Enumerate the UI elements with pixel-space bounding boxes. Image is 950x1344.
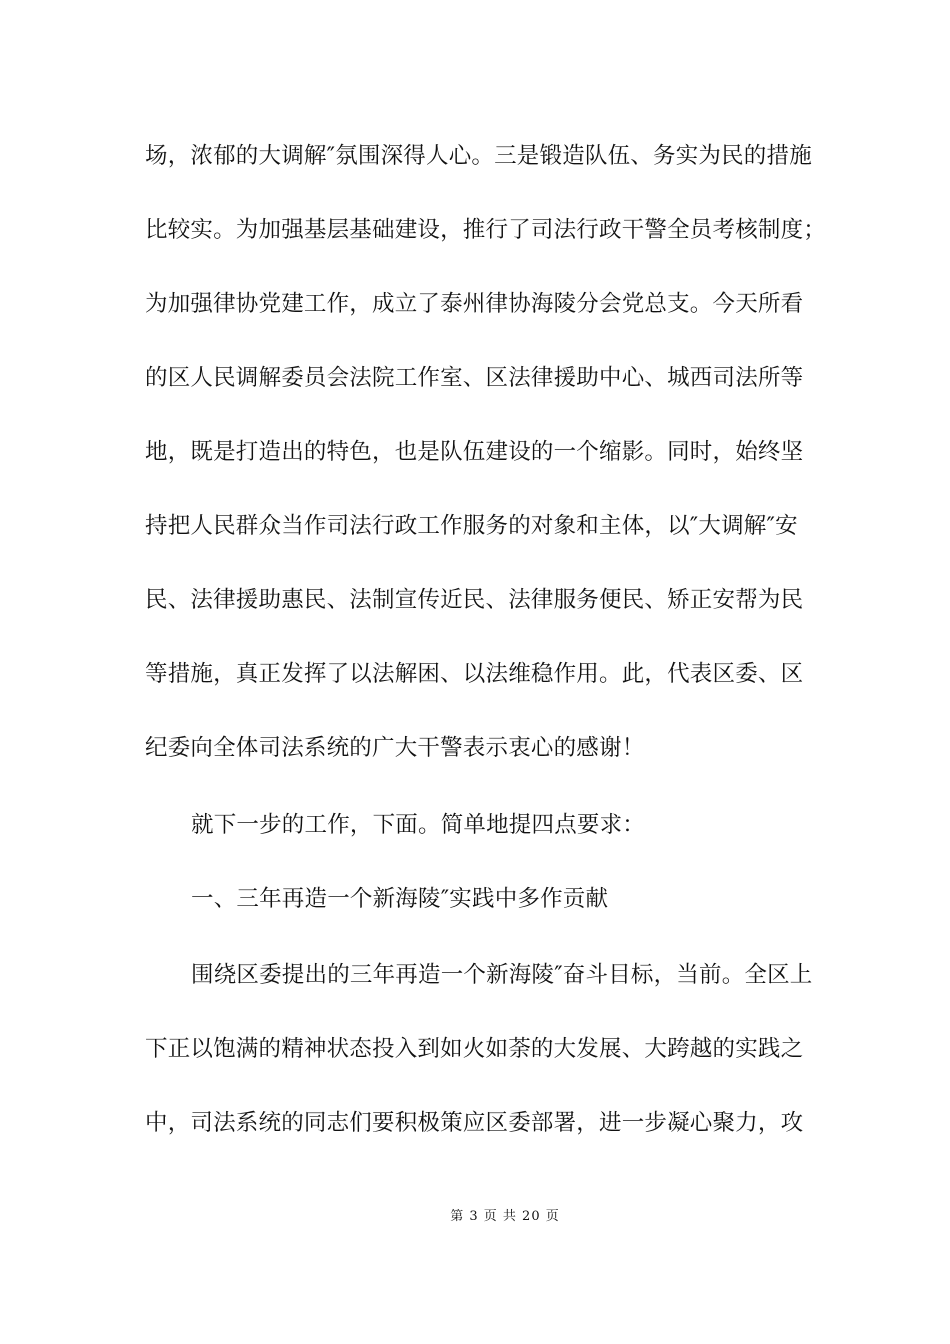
text-line: 比较实。为加强基层基础建设，推行了司法行政干警全员考核制度；: [145, 217, 827, 243]
text-line: 地，既是打造出的特色，也是队伍建设的一个缩影。同时，始终坚: [145, 439, 804, 465]
paragraph-first-line: 围绕区委提出的三年再造一个新海陵″奋斗目标，当前。全区上: [191, 962, 813, 988]
text-line: 下正以饱满的精神状态投入到如火如荼的大发展、大跨越的实践之: [145, 1036, 804, 1062]
text-line: 民、法律援助惠民、法制宣传近民、法律服务便民、矫正安帮为民: [145, 587, 804, 613]
text-line: 持把人民群众当作司法行政工作服务的对象和主体，以″大调解″安: [145, 513, 798, 539]
text-line: 的区人民调解委员会法院工作室、区法律援助中心、城西司法所等: [145, 365, 804, 391]
text-line: 等措施，真正发挥了以法解困、以法维稳作用。此，代表区委、区: [145, 661, 804, 687]
text-line: 为加强律协党建工作，成立了泰州律协海陵分会党总支。今天所看: [145, 291, 804, 317]
section-heading: 一、三年再造一个新海陵″实践中多作贡献: [191, 886, 609, 912]
paragraph-first-line: 就下一步的工作，下面。简单地提四点要求：: [191, 812, 646, 838]
text-line: 纪委向全体司法系统的广大干警表示衷心的感谢！: [145, 735, 645, 761]
text-line: 场，浓郁的大调解″氛围深得人心。三是锻造队伍、务实为民的措施: [145, 143, 812, 169]
text-line: 中，司法系统的同志们要积极策应区委部署，进一步凝心聚力，攻: [145, 1110, 804, 1136]
page-number-footer: 第 3 页 共 20 页: [450, 1209, 560, 1224]
